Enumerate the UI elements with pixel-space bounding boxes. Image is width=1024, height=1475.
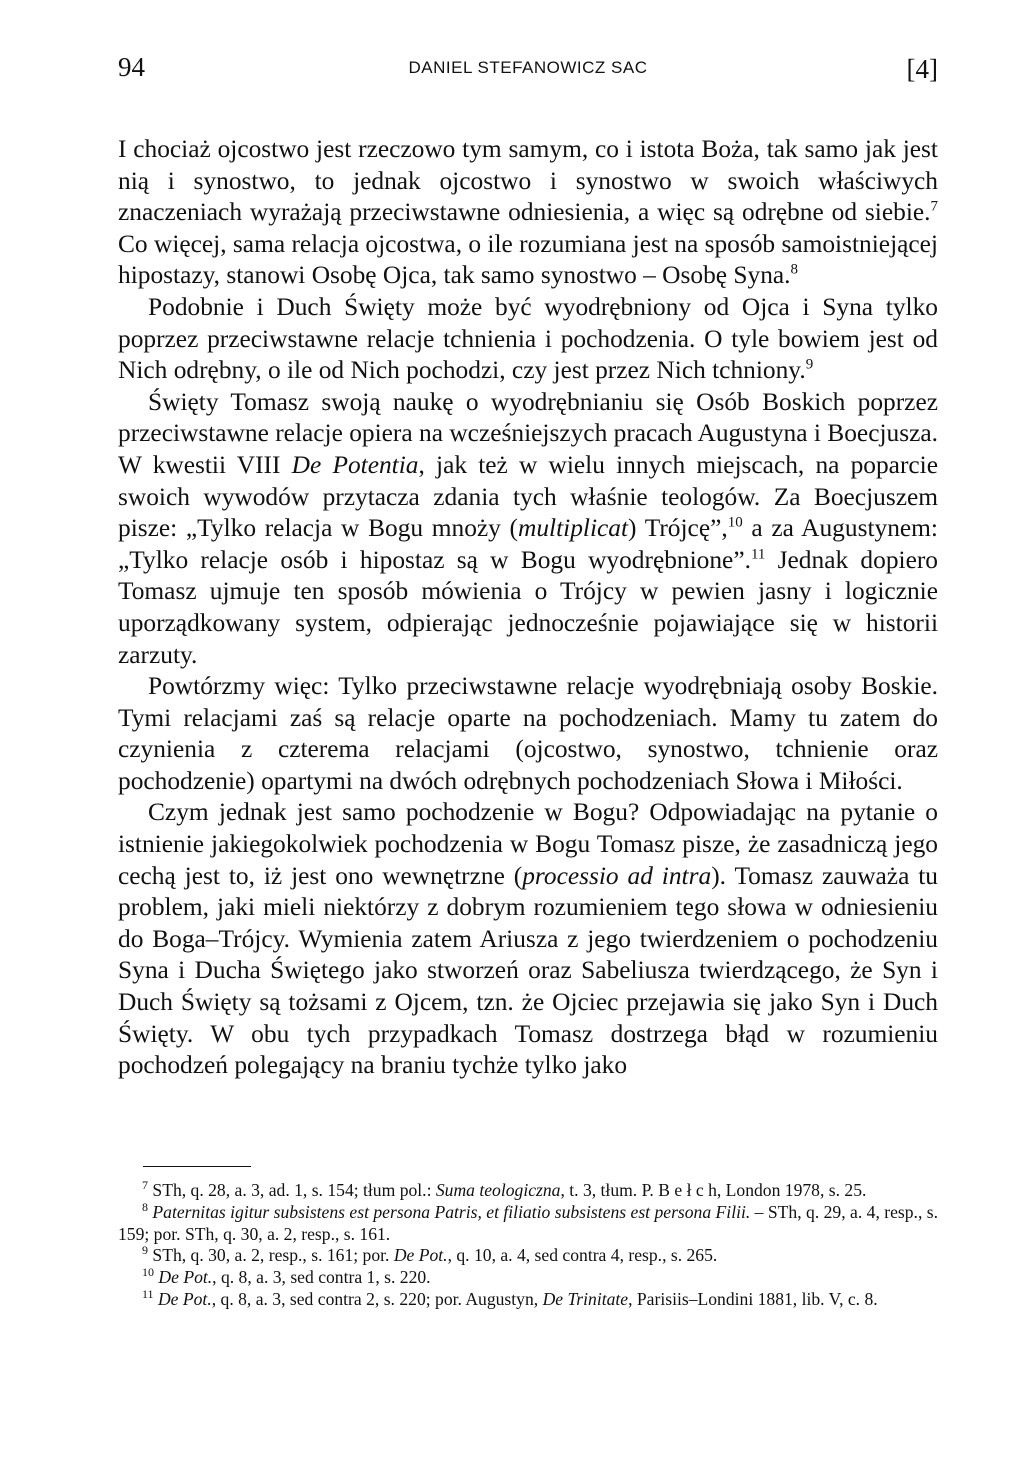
paragraph-text: Co więcej, sama relacja ojcostwa, o ile rozumiana jest na sposób samoistniejącej hipostazy, stanowi Osobę Ojca, tak samo synostwo – Osobę Syna. <box>118 229 938 290</box>
footnote-divider <box>143 1166 251 1167</box>
page-header <box>118 52 938 92</box>
footnote-mark: 8 <box>142 1199 148 1214</box>
footnote-italic: De Pot. <box>393 1245 448 1266</box>
footnote-mark: 10 <box>142 1265 154 1280</box>
paragraph-2 <box>118 292 938 387</box>
paragraph-text: Święty Tomasz swoją naukę o wyodrębnianiu się Osób Boskich poprzez przeciwstawne relacje opiera na wcześniejszych pracach Augustyna i Boecjusza. W kwestii VIII <box>118 387 938 479</box>
paragraph-text: Czym jednak jest samo pochodzenie w Bogu? Odpowiadając na pytanie o istnienie jakiegokolwiek pochodzenia w Bogu Tomasz pisze, że zasadniczą jego cechą jest to, iż jest ono wewnętrzne ( <box>118 798 938 890</box>
footnote-text: , q. 10, a. 4, sed contra 4, resp., s. 265. <box>447 1245 718 1266</box>
italic-term: processio ad intra <box>522 861 712 890</box>
page-number: 94 <box>118 52 145 82</box>
footnote-7 <box>118 1180 938 1202</box>
footnote-text: STh, q. 30, a. 2, resp., s. 161; por. <box>152 1245 394 1266</box>
paragraph-text: ). Tomasz zauważa tu problem, jaki mieli niektórzy z dobrym rozumieniem tego słowa w odniesieniu do Boga–Trójcy. Wymienia zatem Ariusza z jego twierdzeniem o pochodzeniu Syna i Ducha Świętego jako stworzeń oraz Sabeliusza twierdzącego, że Syn i Duch Święty są tożsami z Ojcem, tzn. że Ojciec przejawia się jako Syn i Duch Święty. W obu tych przypadkach Tomasz dostrzega błąd w rozumieniu pochodzeń polegający na braniu tychże tylko jako <box>118 861 938 1080</box>
footnote-ref-7[interactable]: 7 <box>930 198 938 215</box>
footnote-text: , q. 8, a. 3, sed contra 1, s. 220. <box>212 1267 431 1288</box>
footnote-text: – STh, q. 29, a. 4, resp., s. 159; por. STh, q. 30, a. 2, resp., s. 161. <box>118 1201 939 1244</box>
paragraph-3 <box>118 387 938 671</box>
paragraph-text: Jednak dopiero Tomasz ujmuje ten sposób mówienia o Trójcy w pewien jasny i logicznie uporządkowany system, odpierając jednocześnie pojawiające się w historii zarzuty. <box>118 545 938 669</box>
paragraph-text: I chociaż ojcostwo jest rzeczowo tym samym, co i istota Boża, tak samo jak jest nią i synostwo, to jednak ojcostwo i synostwo w swoich właściwych znaczeniach wyrażają przeciwstawne odniesienia, a więc są odrębne od siebie. <box>118 135 938 227</box>
footnote-italic: De Pot. <box>158 1267 213 1288</box>
footnote-ref-8[interactable]: 8 <box>790 261 799 278</box>
footnote-text: STh, q. 28, a. 3, ad. 1, s. 154; tłum pol.: <box>152 1180 436 1200</box>
section-number: [4] <box>906 54 938 84</box>
paragraph-text: Podobnie i Duch Święty może być wyodrębniony od Ojca i Syna tylko poprzez przeciwstawne relacje tchnienia i pochodzenia. O tyle bowiem jest od Nich odrębny, o ile od Nich pochodzi, czy jest przez Nich tchniony. <box>118 292 938 385</box>
footnote-8 <box>118 1199 939 1246</box>
footnote-text: , t. 3, tłum. P. B e ł c h, London 1978, s. 25. <box>560 1180 867 1200</box>
footnote-text: , Parisiis–Londini 1881, lib. V, c. 8. <box>628 1288 878 1309</box>
footnote-mark: 11 <box>142 1287 154 1302</box>
paragraph-5 <box>118 797 938 1081</box>
footnote-italic: Paternitas igitur subsistens est persona Patris, et filiatio subsistens est persona Filii. <box>152 1201 751 1222</box>
footnote-11 <box>118 1289 938 1311</box>
running-title: DANIEL STEFANOWICZ SAC <box>408 58 648 77</box>
italic-term: multiplicat <box>518 514 629 543</box>
paragraph-1 <box>118 134 938 292</box>
paragraph-text: a za Augustynem: „Tylko relacje osób i hipostaz są w Bogu wyodrębnione”. <box>118 514 938 574</box>
footnote-9 <box>118 1245 938 1267</box>
footnote-mark: 7 <box>142 1178 148 1193</box>
footnote-italic: De Pot. <box>157 1288 212 1309</box>
footnote-ref-9[interactable]: 9 <box>805 356 814 373</box>
footnote-mark: 9 <box>142 1243 148 1258</box>
italic-title: De Potentia <box>291 450 419 479</box>
footnote-italic: De Trinitate <box>542 1288 629 1309</box>
footnote-10 <box>118 1267 938 1289</box>
footnote-ref-11[interactable]: 11 <box>750 546 766 563</box>
main-text <box>118 134 938 1082</box>
footnote-text: , q. 8, a. 3, sed contra 2, s. 220; por. Augustyn, <box>211 1288 543 1309</box>
footnotes <box>118 1180 938 1311</box>
paragraph-4: Powtórzmy więc: Tylko przeciwstawne relacje wyodrębniają osoby Boskie. Tymi relacjami zaś są relacje oparte na pochodzeniach. Mamy tu zatem do czynienia z czterema relacjami (ojcostwo, synostwo, tchnienie oraz pochodzenie) opartymi na dwóch odrębnych pochodzeniach Słowa i Miłości. <box>118 672 938 795</box>
footnote-italic: Suma teologiczna <box>435 1180 561 1200</box>
paragraph-text: , jak też w wielu innych miejscach, na poparcie swoich wywodów przytacza zdania tych właśnie teologów. Za Boecjuszem pisze: „Tylko relacja w Bogu mnoży ( <box>118 450 939 543</box>
footnote-ref-10[interactable]: 10 <box>727 514 743 531</box>
paragraph-text: ) Trójcę”, <box>628 514 728 543</box>
